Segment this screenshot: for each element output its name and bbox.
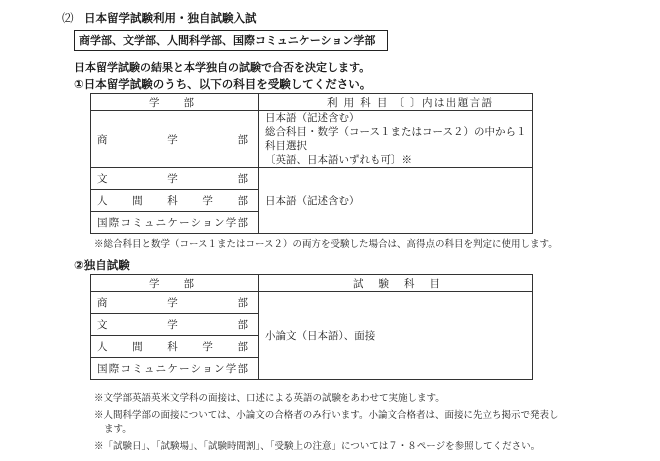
department-commerce: 商学部 [91,111,259,168]
department-letters-2: 文学部 [91,314,259,336]
subject-line: 総合科目・数学（コース１またはコース２）の中から１科目選択 [265,126,527,152]
independent-exam-table [90,274,533,380]
part1-heading: ①日本留学試験のうち、以下の科目を受験してください。 [74,77,372,91]
part2-note-3: ※「試験日」、「試験場」、「試験時間割」、「受験上の注意」については７・８ページを参照してください。 [94,441,541,452]
department-human-sciences-2: 人間科学部 [91,336,259,358]
header-subjects: 利 用 科 目 〔 〕内は出題言語 [259,94,533,111]
exam-subjects-table [90,93,533,234]
exam-subject: 小論文（日本語）、面接 [259,292,533,380]
subjects-commerce [259,111,533,168]
department-international-communication-2: 国際コミュニケーション学部 [91,358,259,380]
header-department: 学 部 [91,94,259,111]
section-title: 日本留学試験利用・独自試験入試 [84,11,257,25]
header-subjects-2: 試 験 科 目 [259,275,533,292]
shared-subject: 日本語（記述含む） [259,168,533,234]
part1-note: ※総合科目と数学（コース１またはコース２）の両方を受験した場合は、高得点の科目を判定に使用します。 [94,239,558,250]
header-department-2: 学 部 [91,275,259,292]
section-heading [62,10,257,26]
part2-heading: ②独自試験 [74,258,130,272]
subject-line: 日本語（記述含む） [265,112,360,124]
part2-note-1: ※文学部英語英米文学科の面接は、口述による英語の試験をあわせて実施します。 [94,393,445,404]
department-human-sciences: 人間科学部 [91,190,259,212]
lead-text: 日本留学試験の結果と本学独自の試験で合否を決定します。 [74,61,371,74]
part2-note-2-continued: ます。 [104,424,132,435]
department-international-communication: 国際コミュニケーション学部 [91,212,259,234]
department-commerce-2: 商学部 [91,292,259,314]
departments-box: 商学部、文学部、人間科学部、国際コミュニケーション学部 [74,30,388,51]
section-number: ⑵ [62,11,74,25]
subject-line: 〔英語、日本語いずれも可〕※ [265,154,412,166]
part2-note-2: ※人間科学部の面接については、小論文の合格者のみ行います。小論文合格者は、面接に先立ち掲示で発表し [94,410,559,421]
department-letters: 文学部 [91,168,259,190]
